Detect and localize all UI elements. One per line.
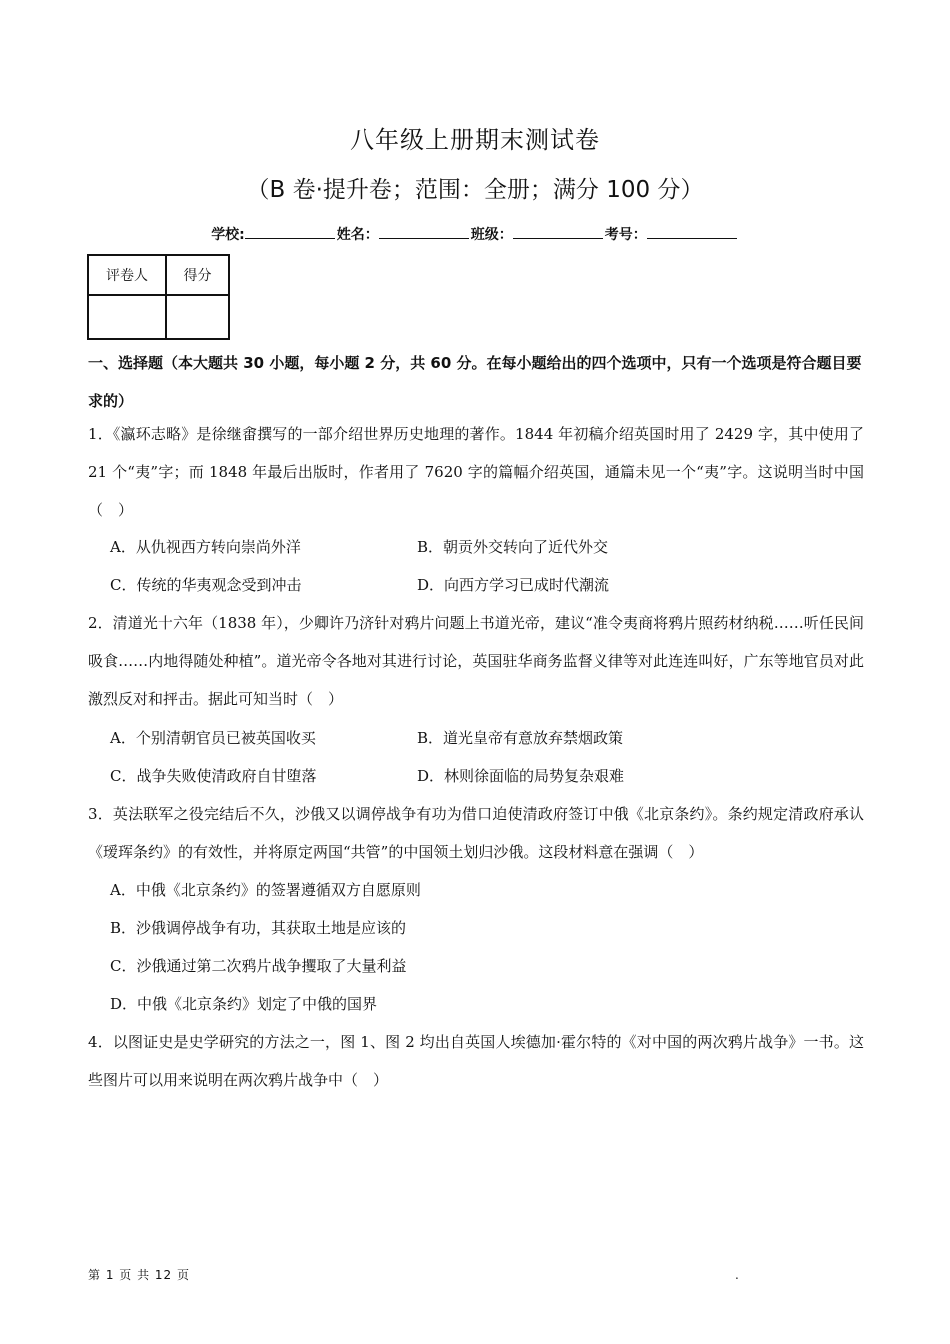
score-header: 得分 [166, 255, 229, 295]
grader-cell [88, 295, 166, 339]
question-1-option-c: C．传统的华夷观念受到冲击 [110, 576, 302, 594]
grader-header: 评卷人 [88, 255, 166, 295]
exam-subtitle: （B 卷·提升卷；范围：全册；满分 100 分） [246, 177, 704, 203]
footer-dot: . [735, 1268, 739, 1282]
question-2-option-a: A．个别清朝官员已被英国收买 [110, 729, 316, 747]
question-2-option-c: C．战争失败使清政府自甘堕落 [110, 767, 317, 785]
question-3-option-d: D．中俄《北京条约》划定了中俄的国界 [110, 995, 378, 1013]
school-label: 学校: [211, 227, 245, 243]
page-number: 第 1 页 共 12 页 [88, 1268, 190, 1282]
score-cell [166, 295, 229, 339]
question-4-stem: 4．以图证史是史学研究的方法之一，图 1、图 2 均出自英国人埃德加·霍尔特的《对中国的两次鸦片战争》一书。这些图片可以用来说明在两次鸦片战争中（ ） [88, 1033, 864, 1089]
exam-number-blank[interactable] [647, 224, 737, 239]
exam-number-label: 考号： [604, 227, 647, 243]
section-heading: 一、选择题（本大题共 30 小题，每小题 2 分，共 60 分。在每小题给出的四个选项中，只有一个选项是符合题目要求的） [88, 354, 862, 410]
name-label: 姓名： [336, 227, 379, 243]
question-3-stem: 3．英法联军之役完结后不久，沙俄又以调停战争有功为借口迫使清政府签订中俄《北京条约》。条约规定清政府承认《瑷珲条约》的有效性，并将原定两国“共管”的中国领土划归沙俄。这段材料意在强调（ ） [88, 805, 864, 861]
question-1-stem: 1．《瀛环志略》是徐继畬撰写的一部介绍世界历史地理的著作。1844 年初稿介绍英国时用了 2429 字，其中使用了 21 个“夷”字；而 1848 年最后出版时，作者用了 7620 字的篇幅介绍英国，通篇未见一个“夷”字。这说明当时中国（ ） [88, 425, 864, 519]
school-field [211, 224, 337, 246]
class-field [471, 224, 605, 246]
question-1-option-d: D．向西方学习已成时代潮流 [417, 576, 610, 594]
question-3-option-a: A．中俄《北京条约》的签署遵循双方自愿原则 [110, 881, 421, 899]
name-blank[interactable] [379, 224, 469, 239]
exam-number-field [605, 224, 739, 246]
question-2-stem: 2．清道光十六年（1838 年），少卿许乃济针对鸦片问题上书道光帝，建议“准令夷商将鸦片照药材纳税……听任民间吸食……内地得随处种植”。道光帝令各地对其进行讨论，英国驻华商务监督义律等对此连连叫好，广东等地官员对此激烈反对和抨击。据此可知当时（ ） [88, 614, 864, 708]
question-2-option-d: D．林则徐面临的局势复杂艰难 [417, 767, 625, 785]
class-label: 班级： [470, 227, 513, 243]
school-blank[interactable] [245, 224, 335, 239]
grader-score-table [87, 254, 230, 340]
question-3-option-c: C．沙俄通过第二次鸦片战争攫取了大量利益 [110, 957, 407, 975]
student-info-line [0, 224, 950, 246]
name-field [337, 224, 471, 246]
class-blank[interactable] [513, 224, 603, 239]
question-3-option-b: B．沙俄调停战争有功，其获取土地是应该的 [110, 919, 407, 937]
question-1-option-a: A．从仇视西方转向崇尚外洋 [110, 538, 301, 556]
exam-title: 八年级上册期末测试卷 [350, 126, 600, 154]
question-2-option-b: B．道光皇帝有意放弃禁烟政策 [417, 729, 624, 747]
question-1-option-b: B．朝贡外交转向了近代外交 [417, 538, 609, 556]
